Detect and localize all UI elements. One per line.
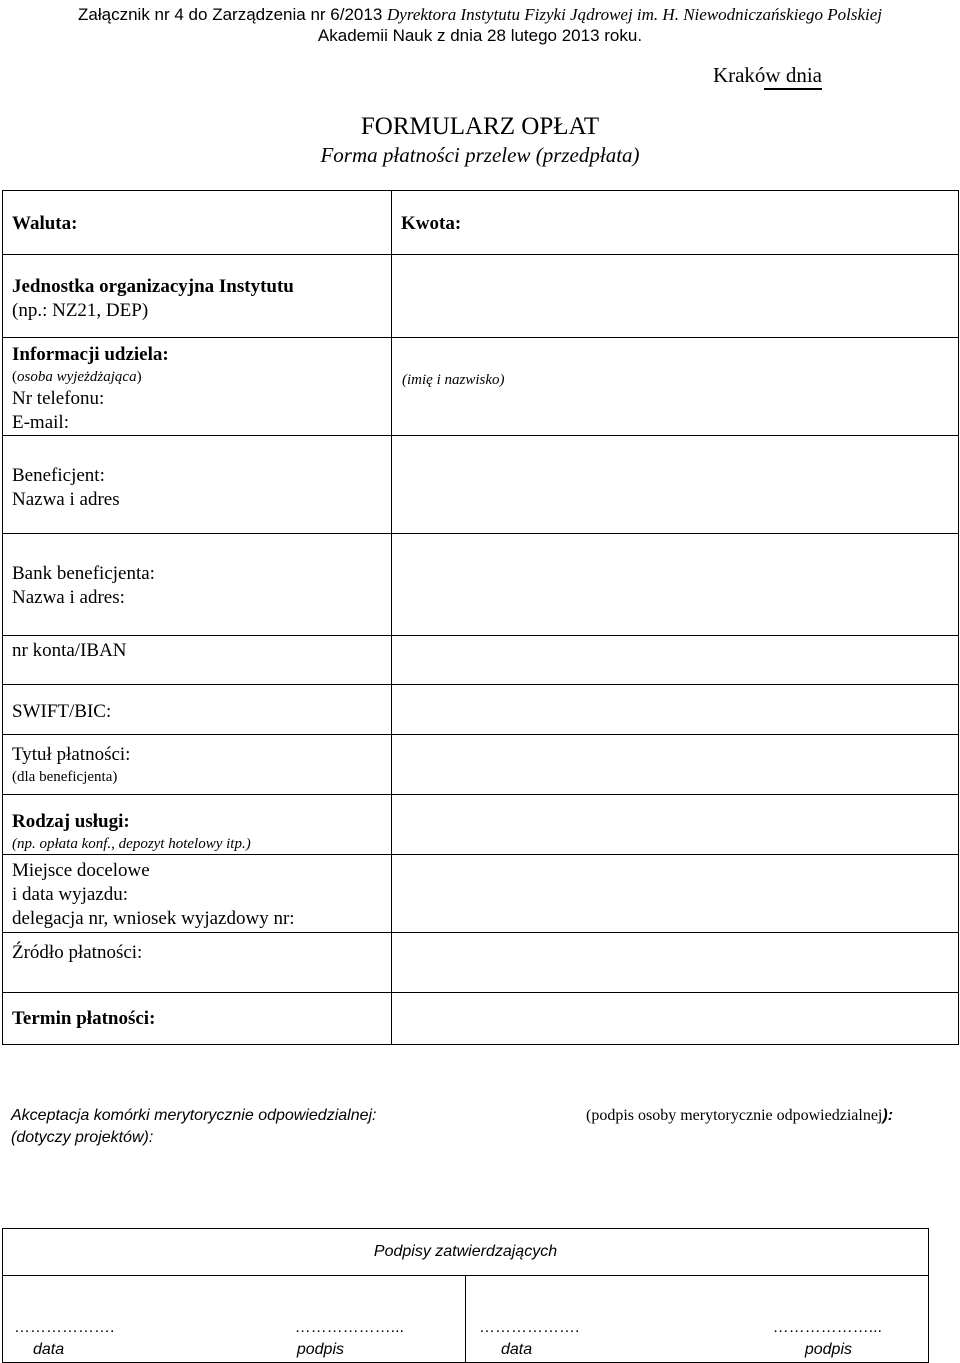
currency-cell[interactable] xyxy=(3,191,392,255)
payment-title-value-cell[interactable] xyxy=(392,735,959,795)
source-cell xyxy=(3,933,392,993)
service-cell xyxy=(3,795,392,855)
deadline-label: Termin płatności: xyxy=(12,1008,156,1029)
beneficiary-label: Beneficjent: xyxy=(12,465,105,486)
date-blank-line xyxy=(764,88,822,90)
beneficiary-sub: Nazwa i adres xyxy=(12,489,120,510)
page-title: FORMULARZ OPŁAT xyxy=(360,113,600,140)
destination-cell xyxy=(3,855,392,933)
approvals-title: Podpisy zatwierdzających xyxy=(3,1229,929,1276)
service-label: Rodzaj usługi: xyxy=(12,811,130,832)
payment-title-label: Tytuł płatności: xyxy=(12,744,131,765)
page-subtitle: Forma płatności przelew (przedpłata) xyxy=(320,143,640,167)
info-hint xyxy=(12,367,391,387)
phone-label: Nr telefonu: xyxy=(12,388,105,409)
unit-value-cell[interactable] xyxy=(392,255,959,338)
paren-open: ( xyxy=(12,369,17,385)
labels-row xyxy=(467,1339,927,1361)
deadline-cell xyxy=(3,993,392,1045)
header-text: Załącznik nr 4 do Zarządzenia nr 6/2013 xyxy=(78,5,388,24)
payment-form-table xyxy=(2,190,959,1045)
bank-value-cell[interactable] xyxy=(392,534,959,636)
paren-close: ) xyxy=(136,369,142,385)
dots-date: ………………. xyxy=(479,1319,580,1336)
source-value-cell[interactable] xyxy=(392,933,959,993)
amount-cell[interactable] xyxy=(392,191,959,255)
info-cell xyxy=(3,338,392,436)
acceptance-block xyxy=(11,1105,377,1149)
bank-label: Bank beneficjenta: xyxy=(12,563,155,584)
signature-label-close: ): xyxy=(882,1107,894,1124)
destination-label2: i data wyjazdu: xyxy=(12,884,129,905)
service-hint: (np. opłata konf., depozyt hotelowy itp.) xyxy=(12,836,251,852)
approval-slot-1[interactable] xyxy=(3,1276,466,1363)
account-label: nr konta/IBAN xyxy=(12,640,127,661)
bank-sub: Nazwa i adres: xyxy=(12,587,125,608)
deadline-value-cell[interactable] xyxy=(392,993,959,1045)
approvals-table xyxy=(2,1228,929,1363)
info-hint-text: osoba wyjeżdżająca xyxy=(17,369,137,385)
currency-label: Waluta: xyxy=(12,213,78,234)
approval-slot-2[interactable] xyxy=(466,1276,929,1363)
beneficiary-cell xyxy=(3,436,392,534)
info-value-cell[interactable] xyxy=(392,338,959,436)
account-cell xyxy=(3,636,392,685)
label-signature: podpis xyxy=(804,1341,852,1358)
swift-cell xyxy=(3,685,392,735)
document-header-line1 xyxy=(0,4,960,25)
beneficiary-value-cell[interactable] xyxy=(392,436,959,534)
label-date: data xyxy=(501,1341,533,1358)
email-label: E-mail: xyxy=(12,412,69,433)
destination-value-cell[interactable] xyxy=(392,855,959,933)
amount-label: Kwota: xyxy=(401,213,462,234)
place-date-label: Kraków dnia xyxy=(712,63,822,87)
document-header-line2: Akademii Nauk z dnia 28 lutego 2013 roku. xyxy=(317,26,643,45)
header-text-italic: Dyrektora Instytutu Fizyki Jądrowej im. H. Niewodniczańskiego Polskiej xyxy=(387,5,882,24)
destination-label3: delegacja nr, wniosek wyjazdowy nr: xyxy=(12,908,295,929)
source-label: Źródło płatności: xyxy=(12,942,143,963)
unit-cell xyxy=(3,255,392,338)
signature-label-text: (podpis osoby merytorycznie odpowiedzialnej xyxy=(586,1107,883,1124)
acceptance-label: Akceptacja komórki merytorycznie odpowiedzialnej: xyxy=(11,1107,377,1124)
dots-row xyxy=(467,1317,927,1339)
dots-date: ………………. xyxy=(14,1319,115,1336)
swift-value-cell[interactable] xyxy=(392,685,959,735)
swift-label: SWIFT/BIC: xyxy=(12,701,112,722)
label-date: data xyxy=(33,1341,65,1358)
dots-signature: ………………... xyxy=(294,1319,404,1336)
service-value-cell[interactable] xyxy=(392,795,959,855)
dots-row xyxy=(4,1317,464,1339)
payment-title-cell xyxy=(3,735,392,795)
destination-label1: Miejsce docelowe xyxy=(12,860,150,881)
info-label: Informacji udziela: xyxy=(12,344,169,365)
labels-row xyxy=(4,1339,464,1361)
unit-label: Jednostka organizacyjna Instytutu xyxy=(12,276,294,297)
bank-cell xyxy=(3,534,392,636)
dots-signature: ………………... xyxy=(772,1319,882,1336)
unit-hint: (np.: NZ21, DEP) xyxy=(12,300,149,321)
account-value-cell[interactable] xyxy=(392,636,959,685)
label-signature: podpis xyxy=(296,1341,344,1358)
acceptance-signature-label xyxy=(586,1105,893,1127)
name-hint: (imię i nazwisko) xyxy=(402,372,505,388)
payment-title-hint: (dla beneficjenta) xyxy=(12,769,118,785)
acceptance-sub: (dotyczy projektów): xyxy=(11,1129,154,1146)
